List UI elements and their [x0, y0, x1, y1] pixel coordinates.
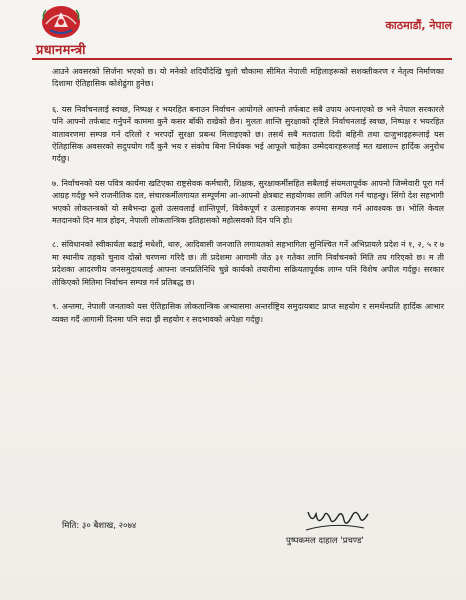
issuer-label: प्रधानमन्त्री	[36, 43, 86, 58]
paragraph-9: ९. अन्तमा, नेपाली जनताको यस ऐतिहासिक लोकतान्त्रिक अभ्यासमा अन्तर्राष्ट्रिय समुदायबाट प्राप्त सहयोग र समर्थनप्रति हार्दिक आभार व्यक्त गर्दै आगामी दिनमा पनि सदा झैं सहयोग र सदभावको अपेक्षा गर्दछु।	[52, 302, 444, 324]
statement-body	[52, 66, 444, 338]
signatory-name: पुष्पकमल दाहाल 'प्रचण्ड'	[286, 536, 364, 546]
paragraph-6: ६. यस निर्वाचनलाई स्वच्छ, निष्पक्ष र भयरहित बनाउन निर्वाचन आयोगले आफ्नो तर्फबाट सबै उपाय अपनाएको छ भने नेपाल सरकारले पनि आफ्नो तर्फबाट गर्नुपर्ने काममा कुनै कसर बाँकी राखेको छैन। मुलतः शान्ति सुरक्षाको दृष्टिले निर्वाचनलाई स्वच्छ, निष्पक्ष र भयरहित वातावरणमा सम्पन्न गर्न दरिलो र भरपर्दो सुरक्षा प्रबन्ध मिलाइएको छ। तसर्थ सबै मतदाता दिदी बहिनी तथा दाजुभाइहरूलाई यस ऐतिहासिक अवसरको सदुपयोग गर्दै कुनै भय र संकोच बिना निर्धक्क भई आफूले चाहेका उम्मेदवारहरूलाई मत खसाल्न हार्दिक अनुरोध गर्दछु।	[52, 104, 444, 164]
handwritten-signature	[304, 504, 374, 536]
paragraph-7: ७. निर्वाचनको यस पवित्र कार्यमा खटिएका राष्ट्रसेवक कर्मचारी, शिक्षक, सुरक्षाकर्मीसहित सबैलाई संयमतापूर्वक आफ्नो जिम्मेवारी पूरा गर्न आग्रह गर्दछु भने राजनीतिक दल, संचारकर्मीलगायत सम्पूर्णमा आ-आफ्नो क्षेत्रबाट सहयोगका लागि अपिल गर्न चाहन्छु। सिंगो देश सहभागी भएको लोकतन्त्रको यो सबैभन्दा ठूलो उत्सवलाई शान्तिपूर्ण, विवेकपूर्ण र उत्साहजनक रूपमा सम्पन्न गर्न आवश्यक छ। भोलि केवल मतदानको दिन मात्र होइन, नेपाली लोकतान्त्रिक इतिहासको महोत्सवको दिन पनि हो।	[52, 178, 444, 226]
nepal-emblem-icon	[40, 2, 82, 40]
header-divider	[32, 58, 452, 60]
place-label: काठमाडौं, नेपाल	[385, 19, 452, 32]
paragraph-continuation: आउने अवसरको सिर्जना भएको छ। यो मनेको शदियौंदेखि चुलो चौकामा सीमित नेपाली महिलाहरूको सशक्तीकरण र नेतृत्व निर्माणका दिशामा ऐतिहासिक कोशेढुंगा हुनेछ।	[52, 67, 444, 89]
date-line: मिति: ३० बैशाख, २०७४	[62, 521, 137, 531]
paragraph-8: ८. संविधानको स्वीकार्यता बढाई मधेशी, थारु, आदिवासी जनजाति लगायतको सहभागिता सुनिश्चित गर्ने अभिप्रायले प्रदेश नं १, २, ५ र ७ मा स्थानीय तहको चुनाव दोस्रो चरणमा गरिदै छ। ती प्रदेशमा आगामी जेठ ३१ गतेका लागि निर्वाचनको मिति तय गरिएको छ। म ती प्रदेशका आदरणीय जनसमुदायलाई आफ्ना जनप्रतिनिधि चुन्ने कार्यको तयारीमा सक्रियतापूर्वक लाग्न पनि विशेष अपील गर्दछु। सरकार तोकिएको मितिमा निर्वाचन सम्पन्न गर्न प्रतिबद्ध छ।	[52, 240, 444, 287]
